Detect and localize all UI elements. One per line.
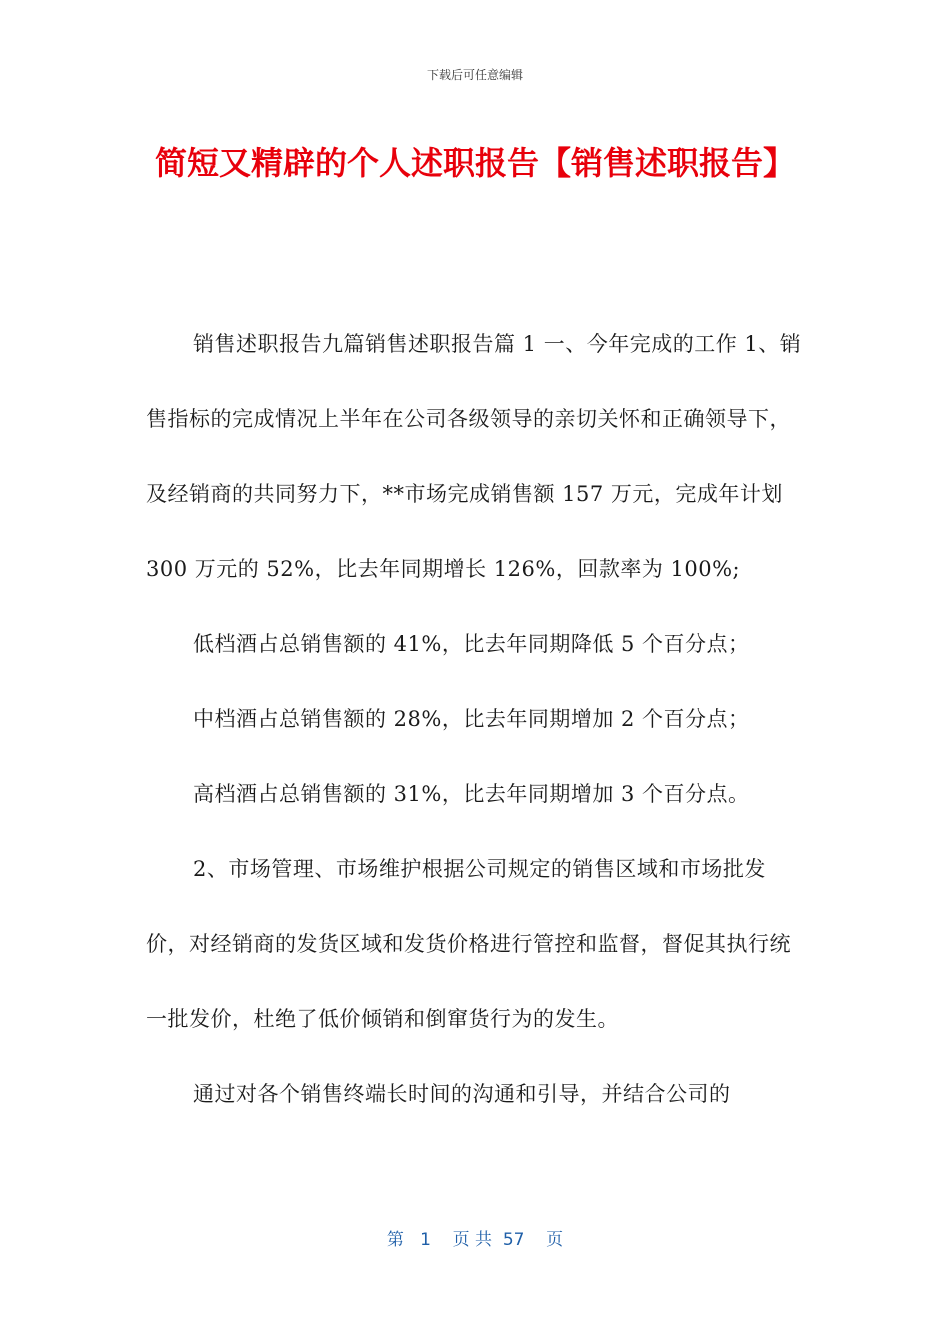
paragraph: 销售述职报告九篇销售述职报告篇 1 一、今年完成的工作 1、销售指标的完成情况上半年在公司各级领导的亲切关怀和正确领导下，及经销商的共同努力下，**市场完成销售额 157 万元，完成年计划 300 万元的 52%，比去年同期增长 126%，回款率为 100%; — [146, 332, 802, 581]
paragraph: 低档酒占总销售额的 41%，比去年同期降低 5 个百分点； — [193, 632, 750, 656]
page-header: 下载后可任意编辑 — [426, 68, 523, 82]
document-body — [146, 307, 806, 1132]
footer-prefix: 第 — [386, 1230, 404, 1250]
footer-suffix: 页 — [546, 1230, 564, 1250]
page-footer — [0, 1225, 950, 1250]
paragraph: 中档酒占总销售额的 28%，比去年同期增加 2 个百分点； — [193, 707, 750, 731]
footer-middle: 页 共 — [452, 1230, 492, 1250]
document-title: 简短又精辟的个人述职报告【销售述职报告】 — [154, 144, 795, 182]
total-page-count: 57 — [502, 1230, 525, 1250]
paragraph: 2、市场管理、市场维护根据公司规定的销售区域和市场批发价，对经销商的发货区域和发货价格进行管控和监督，督促其执行统一批发价，杜绝了低价倾销和倒窜货行为的发生。 — [146, 857, 791, 1031]
paragraph: 高档酒占总销售额的 31%，比去年同期增加 3 个百分点。 — [193, 782, 750, 806]
paragraph: 通过对各个销售终端长时间的沟通和引导，并结合公司的 — [193, 1082, 731, 1106]
current-page-number: 1 — [420, 1230, 431, 1250]
